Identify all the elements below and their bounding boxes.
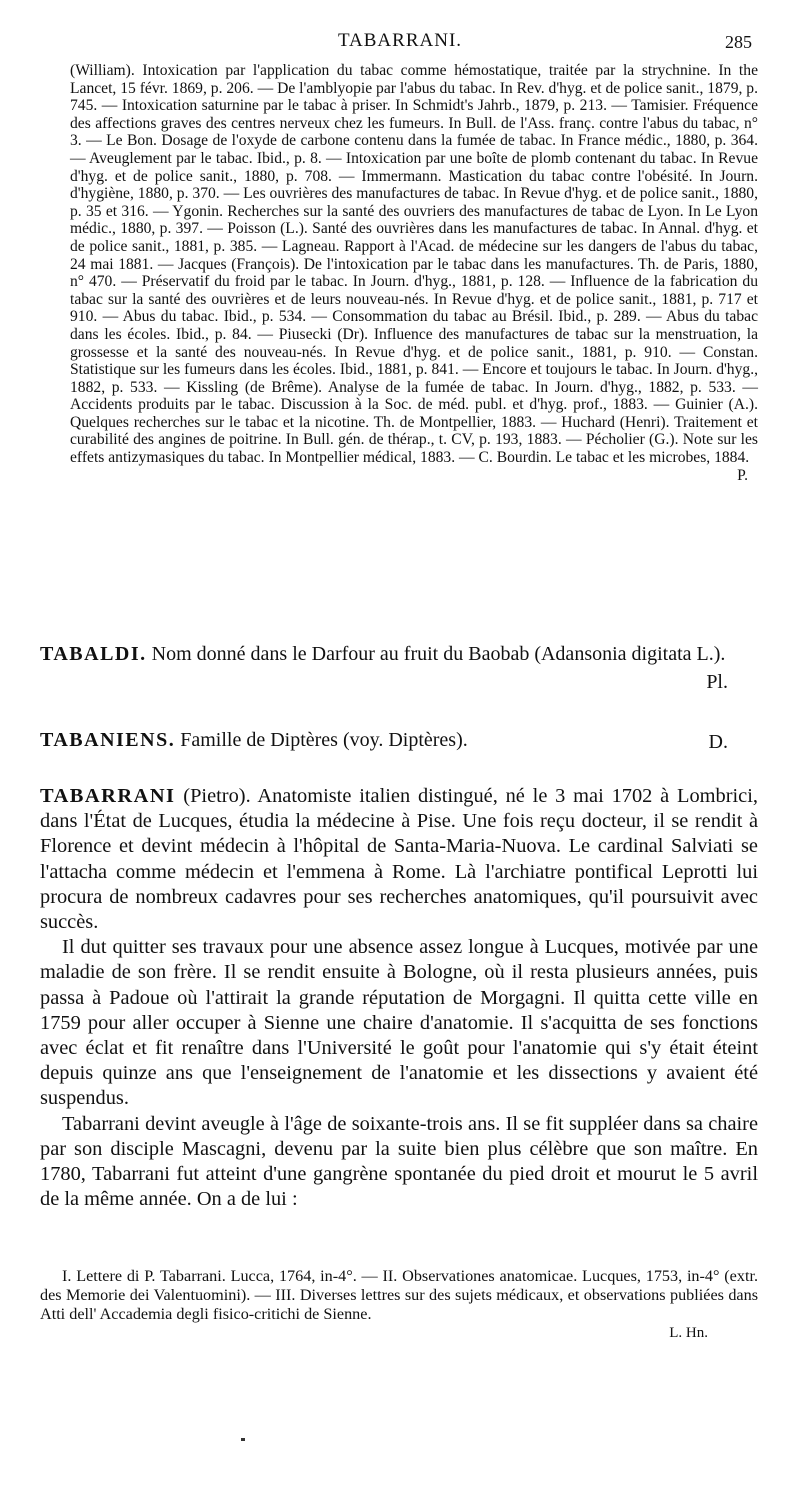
paragraph: Il dut quitter ses travaux pour une absence assez longue à Lucques, motivée par une maladie de son frère. Il se rendit ensuite à Bologne, où il resta plusieurs années, puis passa à Padoue où l'attirait la grande réputation de Morgagni. Il quitta cette ville en 1759 pour aller occuper à Sienne une chaire d'anatomie. Il s'acquitta de ses fonctions avec éclat et fit renaître dans l'Université le goût pour l'anatomie qui s'y était éteint depuis quinze ans que l'enseignement de l'anatomie et les dissections y avaient été suspendus. bbox=[40, 936, 758, 1110]
entry-text: Famille de Diptères (voy. Diptères). bbox=[180, 729, 468, 751]
entry-headword: TABANIENS. bbox=[40, 729, 176, 751]
entry-headword: TABALDI. bbox=[40, 643, 147, 665]
entry-headword: TABARRANI bbox=[40, 785, 176, 807]
running-head bbox=[40, 30, 760, 56]
entry-tabaniens bbox=[40, 728, 758, 753]
works-signature: L. Hn. bbox=[669, 1325, 708, 1341]
entry-tabarrani bbox=[40, 784, 758, 1212]
bibliography-block bbox=[70, 62, 758, 484]
works-text: I. Lettere di P. Tabarrani. Lucca, 1764, in-4°. — II. Observationes anatomicae. Lucques, 1753, in-4° (extr. des Memorie dei Valentuomini). — III. Diverses lettres sur des sujets médicaux, et observations publiées dans Atti dell' Accademia degli fisico-critichi de Sienne. bbox=[40, 1267, 758, 1323]
entry-signature: Pl. bbox=[706, 671, 728, 693]
entry-text: Nom donné dans le Darfour au fruit du Baobab (Adansonia digitata L.). bbox=[151, 643, 726, 665]
bibliography-text: (William). Intoxication par l'application du tabac comme hémostatique, traitée par la strychnine. In the Lancet, 15 févr. 1869, p. 206. — De l'amblyopie par l'abus du tabac. In Rev. d'hyg. et de police sanit., 1879, p. 745. — Intoxication saturnine par le tabac à priser. In Schmidt's Jahrb., 1879, p. 213. — Tamisier. Fréquence des affections graves des centres nerveux chez les fumeurs. In Bull. de l'Ass. franç. contre l'abus du tabac, n° 3. — Le Bon. Dosage de l'oxyde de carbone contenu dans la fumée de tabac. In France médic., 1880, p. 364. — Aveuglement par le tabac. Ibid., p. 8. — Intoxication par une boîte de plomb contenant du tabac. In Revue d'hyg. et de police sanit., 1880, p. 708. — Immermann. Mastication du tabac contre l'obésité. In Journ. d'hygiène, 1880, p. 370. — Les ouvrières des manufactures de tabac. In Revue d'hyg. et de police sanit., 1880, p. 35 et 316. — Ygonin. Recherches sur la santé des ouvriers des manufactures de tabac de Lyon. In Le Lyon médic., 1880, p. 397. — Poisson (L.). Santé des ouvrières dans les manufactures de tabac. In Annal. d'hyg. et de police sanit., 1881, p. 385. — Lagneau. Rapport à l'Acad. de médecine sur les dangers de l'abus du tabac, 24 mai 1881. — Jacques (François). De l'intoxication par le tabac dans les manufactures. Th. de Paris, 1880, n° 470. — Préservatif du froid par le tabac. In Journ. d'hyg., 1881, p. 128. — Influence de la fabrication du tabac sur la santé des ouvrières et de leurs nouveau-nés. In Revue d'hyg. et de police sanit., 1881, p. 717 et 910. — Abus du tabac. Ibid., p. 534. — Consommation du tabac au Brésil. Ibid., p. 289. — Abus du tabac dans les écoles. Ibid., p. 84. — Piusecki (Dr). Influence des manufactures de tabac sur la menstruation, la grossesse et la santé des nouveau-nés. In Revue d'hyg. et de police sanit., 1881, p. 910. — Constan. Statistique sur les fumeurs dans les écoles. Ibid., 1881, p. 841. — Encore et toujours le tabac. In Journ. d'hyg., 1882, p. 533. — Kissling (de Brême). Analyse de la fumée de tabac. In Journ. d'hyg., 1882, p. 533. — Accidents produits par le tabac. Discussion à la Soc. de méd. publ. et d'hyg. prof., 1883. — Guinier (A.). Quelques recherches sur le tabac et la nicotine. Th. de Montpellier, 1883. — Huchard (Henri). Traitement et curabilité des angines de poitrine. In Bull. gén. de thérap., t. CV, p. 193, 1883. — Pécholier (G.). Note sur les effets antizymasiques du tabac. In Montpellier médical, 1883. — C. Bourdin. Le tabac et les microbes, 1884. bbox=[70, 62, 758, 467]
entry-tabaldi bbox=[40, 642, 758, 693]
bibliography-signature: P. bbox=[737, 466, 748, 484]
print-speck bbox=[241, 1438, 245, 1441]
entry-signature: D. bbox=[708, 731, 728, 753]
running-title: TABARRANI. bbox=[337, 30, 463, 51]
paragraph bbox=[40, 784, 758, 935]
entry-person-name: (Pietro). bbox=[183, 785, 251, 807]
works-list bbox=[40, 1267, 758, 1343]
page-number: 285 bbox=[725, 32, 752, 52]
paragraph-text: Anatomiste italien distingué, né le 3 mai 1702 à Lombrici, dans l'État de Lucques, étudia la médecine à Pise. Une fois reçu docteur, il se rendit à Florence et devint médecin à l'hôpital de Santa-Maria-Nuova. Le cardinal Salviati se l'attacha comme médecin et l'emmena à Rome. Là l'archiatre pontifical Leprotti lui procura de nombreux cadavres pour ses recherches anatomiques, qu'il poursuivit avec succès. bbox=[40, 785, 758, 934]
paragraph: Tabarrani devint aveugle à l'âge de soixante-trois ans. Il se fit suppléer dans sa chaire par son disciple Mascagni, devenu par la suite bien plus célèbre que son maître. En 1780, Tabarrani fut atteint d'une gangrène spontanée du pied droit et mourut le 5 avril de la même année. On a de lui : bbox=[40, 1112, 758, 1211]
